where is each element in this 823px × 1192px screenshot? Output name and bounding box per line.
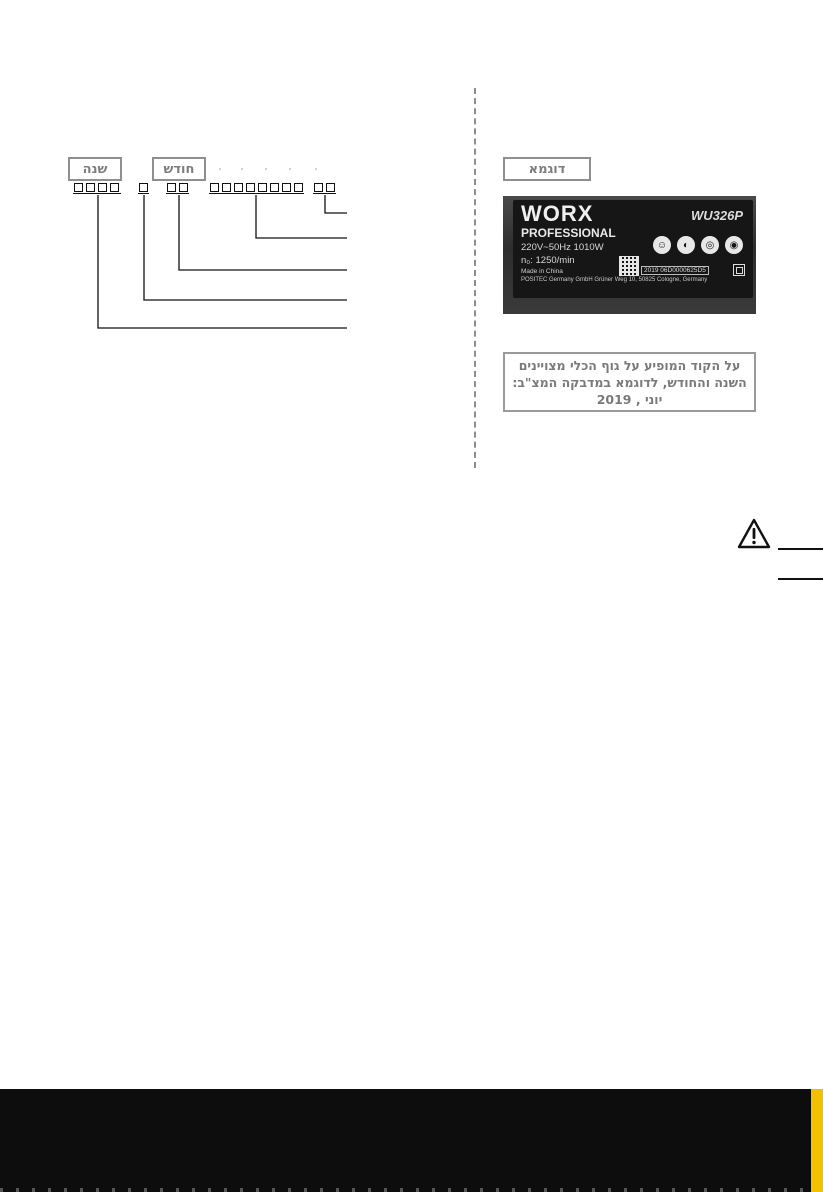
leader-line-serial: [256, 195, 347, 238]
leader-line-single: [144, 195, 347, 300]
note-line: יוני , 2019: [596, 392, 663, 407]
note-line: השנה והחודש, לדוגמא במדבקה המצ"ב:: [512, 375, 747, 390]
year-label: שנה: [68, 157, 122, 181]
month-label: חודש: [152, 157, 206, 181]
ear-protection-icon: ◎: [701, 236, 719, 254]
footer-accent-stripe: [811, 1089, 823, 1192]
serial-number: 2019 06D0000625D5: [641, 266, 709, 275]
speed-rating: n₀: 1250/min: [521, 255, 575, 266]
leader-line-month: [179, 195, 347, 270]
model-number: WU326P: [690, 208, 743, 223]
eye-protection-icon: ◉: [725, 236, 743, 254]
column-divider: [474, 88, 476, 468]
example-label: דוגמא: [503, 157, 591, 181]
leader-line-suffix: [325, 195, 347, 213]
note-line: על הקוד המופיע על גוף הכלי מצויינים: [518, 358, 741, 373]
manufacturer-address: POSITEC Germany GmbH Grüner Weg 10, 50825 Cologne, Germany: [521, 277, 708, 283]
face-shield-icon: ◐: [677, 236, 695, 254]
page-footer: [0, 1089, 823, 1192]
dust-mask-icon: ☺: [653, 236, 671, 254]
qr-code-icon: [619, 256, 639, 276]
power-rating: 220V~50Hz 1010W: [521, 242, 604, 253]
warning-rule: [778, 548, 823, 550]
warning-rule: [778, 578, 823, 580]
leader-line-year: [98, 195, 347, 328]
warning-triangle-icon: [737, 518, 771, 549]
product-line: PROFESSIONAL: [521, 226, 616, 240]
example-note: [503, 352, 756, 412]
brand-logo: WORX: [521, 201, 594, 226]
footer-tick-pattern: [0, 1188, 811, 1192]
rating-plate: [513, 200, 753, 298]
country-of-origin: Made in China: [521, 268, 563, 275]
rating-plate-photo: [503, 196, 756, 314]
double-insulation-icon: [733, 264, 745, 276]
